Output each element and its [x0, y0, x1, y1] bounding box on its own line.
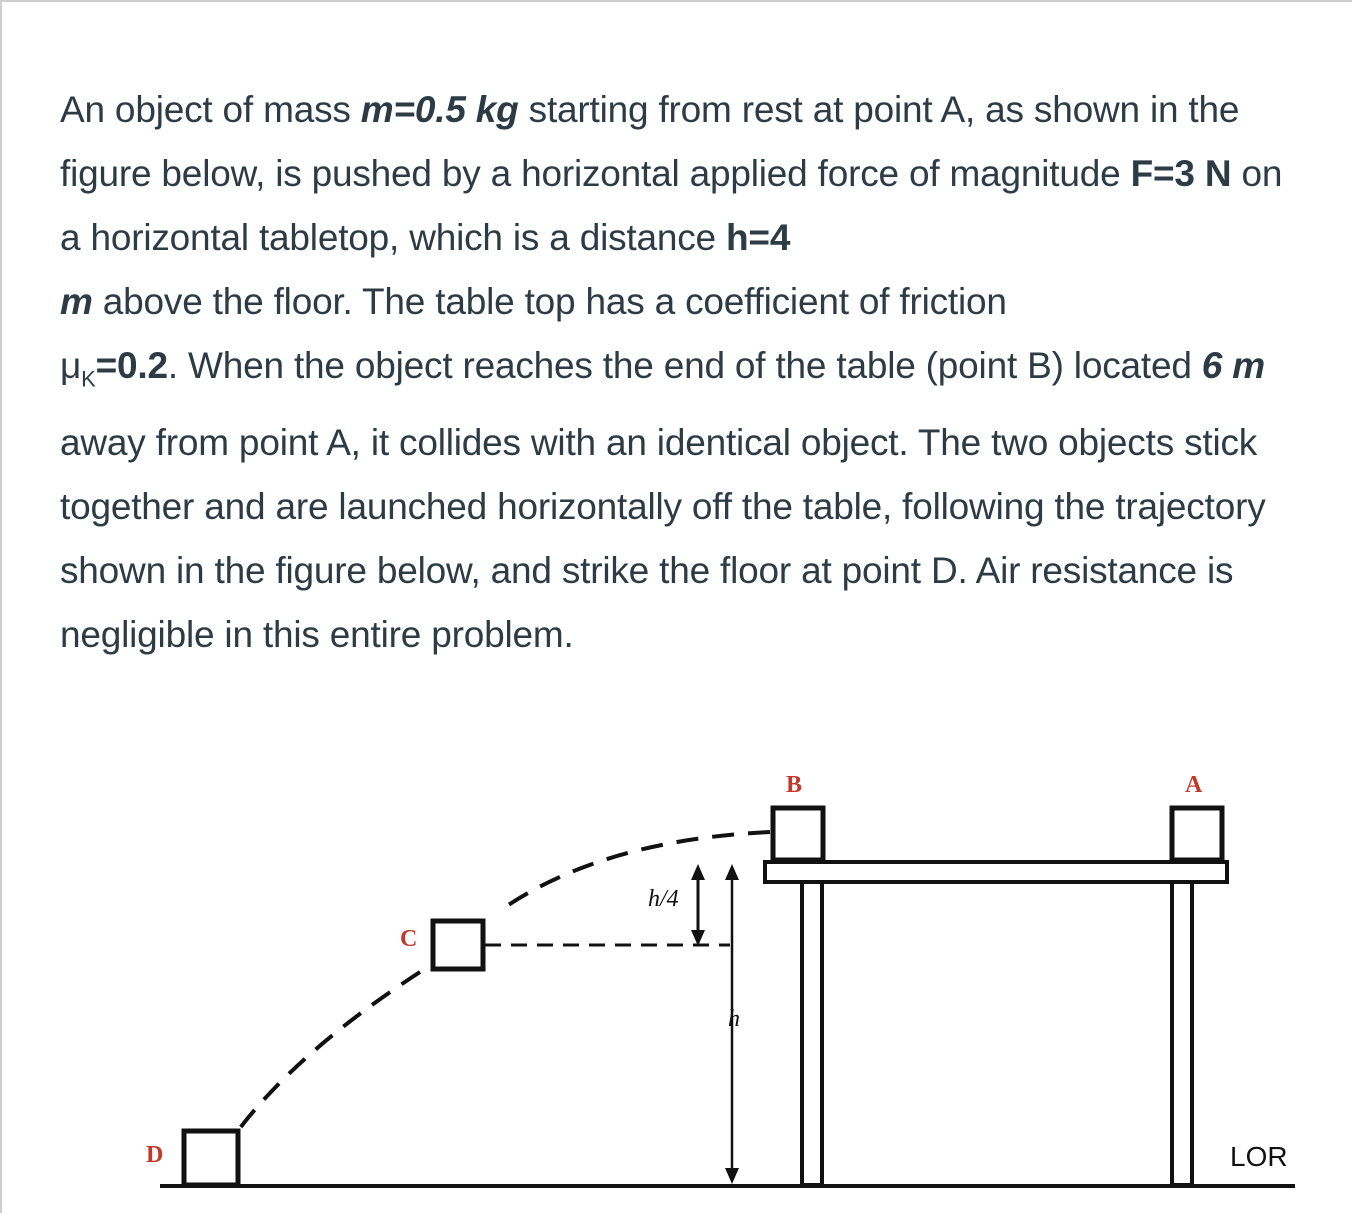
table-leg-left	[802, 882, 822, 1185]
block-a	[1172, 808, 1222, 860]
force-value: F=3 N	[1130, 153, 1232, 194]
label-h: h	[728, 1006, 740, 1032]
h-quarter-arrowhead-top	[691, 864, 705, 880]
h-arrowhead-bottom	[725, 1168, 739, 1184]
label-d: D	[146, 1142, 164, 1168]
label-b: B	[786, 772, 803, 798]
label-c: C	[400, 926, 418, 952]
height-value: h=4	[726, 217, 791, 258]
distance-value: 6 m	[1201, 345, 1265, 386]
table-leg-right	[1172, 882, 1192, 1185]
block-c	[433, 921, 483, 969]
watermark-text: LOR	[1230, 1141, 1288, 1172]
friction-coefficient: $\mu_K=0.2$	[60, 345, 168, 392]
problem-statement: An object of mass m=0.5 kg starting from rest at point A, as shown in the figure below, is pushed by a horizontal applied force of magnitude F=3 N on a horizontal tabletop, which is a distance h=4 m above the floor. The table top has a coefficient of friction $\mu_K=0.2$. When the object reaches the end of the table (point B) located 6 m away from point A, it collides with an identical object. The two objects stick together and are launched horizontally off the table, following the trajectory shown in the figure below, and strike the floor at point D. Air resistance is negligible in this entire problem.	[60, 89, 1283, 656]
h-arrowhead-top	[725, 864, 739, 880]
trajectory-path	[240, 832, 770, 1128]
block-d	[184, 1131, 238, 1185]
mass-value: m=0.5 kg	[360, 89, 519, 130]
table-top	[765, 862, 1227, 882]
label-h-quarter: h/4	[648, 886, 679, 912]
label-a: A	[1185, 772, 1203, 798]
block-b	[773, 808, 823, 860]
